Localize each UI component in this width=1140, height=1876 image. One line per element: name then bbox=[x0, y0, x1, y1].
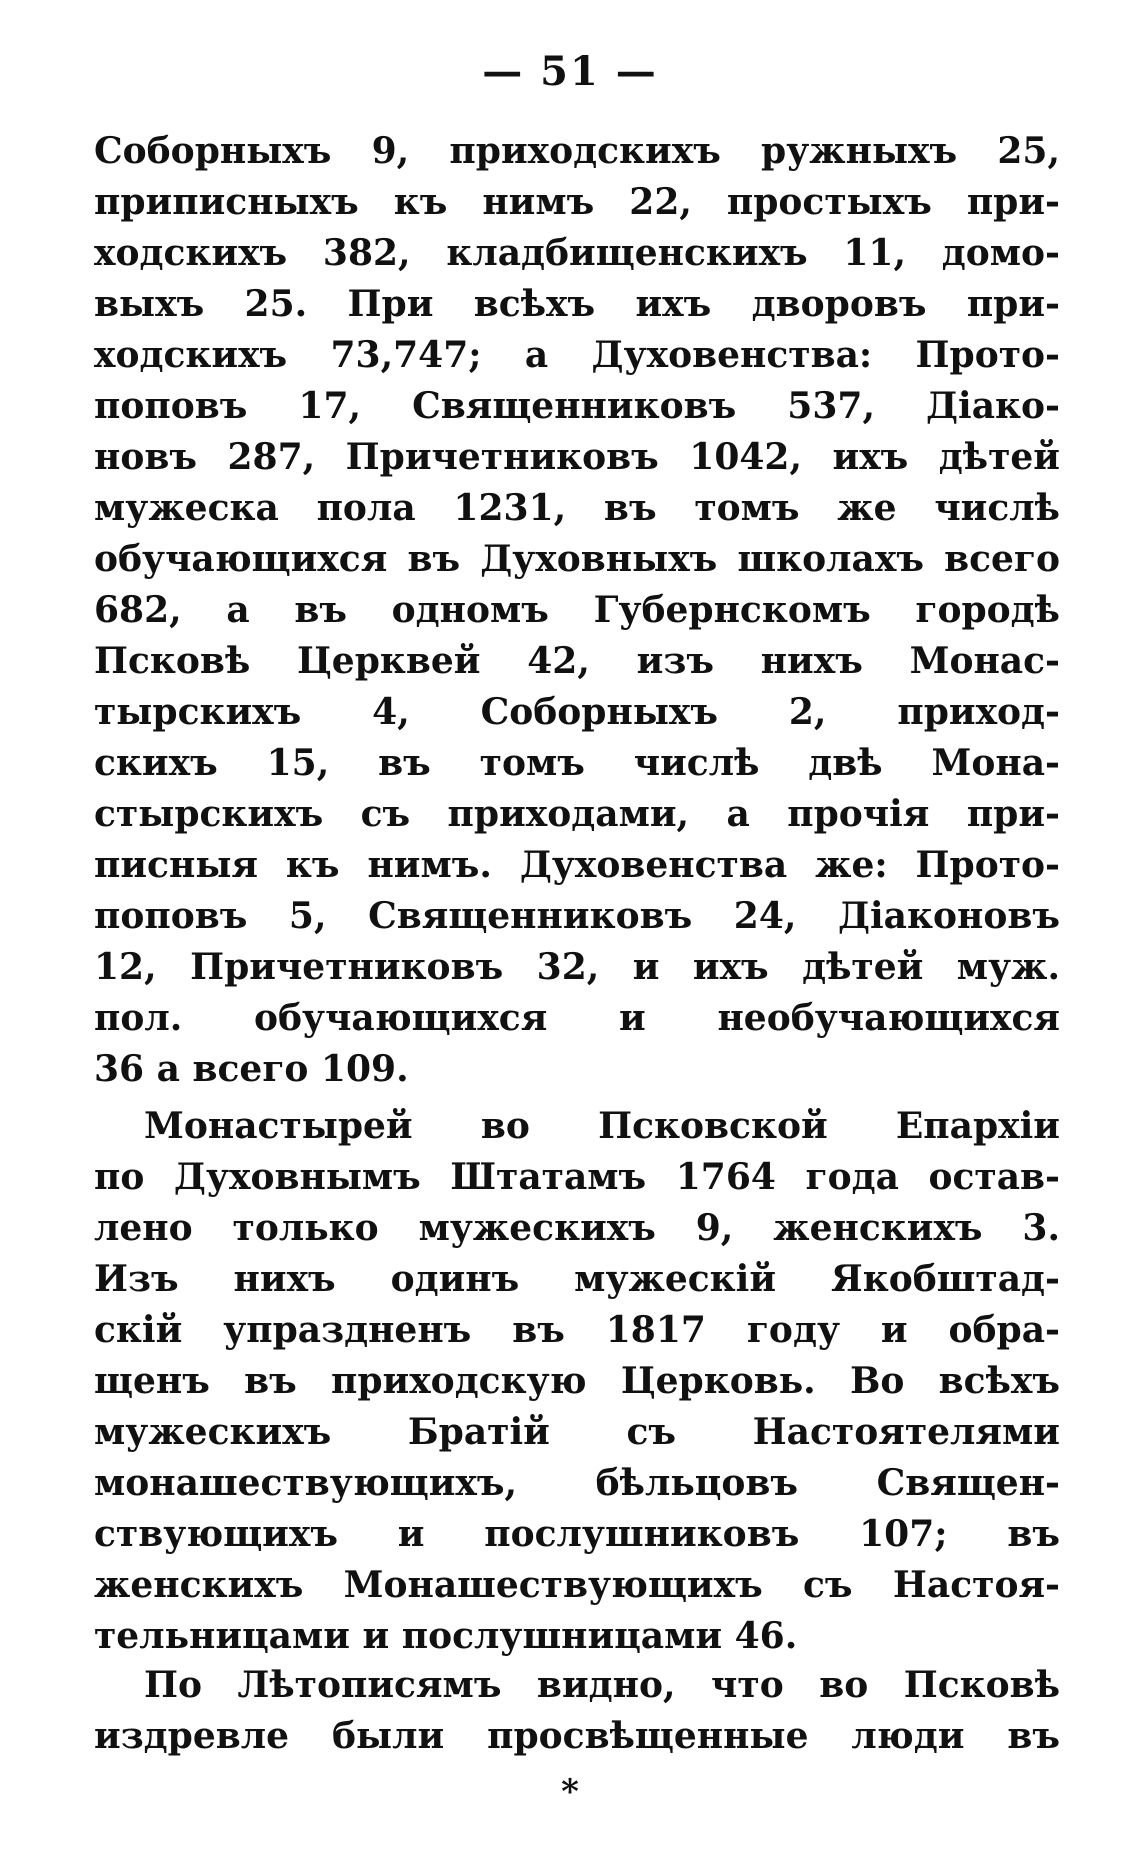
text-line: ствующихъ и послушниковъ 107; въ bbox=[94, 1513, 1060, 1555]
text-line: тельницами и послушницами 46. bbox=[94, 1615, 798, 1657]
text-line: женскихъ Монашествующихъ съ Настоя- bbox=[94, 1564, 1060, 1606]
text-line: приписныхъ къ нимъ 22, простыхъ при- bbox=[94, 181, 1060, 223]
text-line: поповъ 17, Священниковъ 537, Діако- bbox=[94, 385, 1060, 427]
text-line: выхъ 25. При всѣхъ ихъ дворовъ при- bbox=[94, 283, 1060, 325]
text-line: мужеска пола 1231, въ томъ же числѣ bbox=[94, 487, 1060, 529]
paragraph-2 bbox=[94, 1101, 1060, 1662]
text-line: писныя къ нимъ. Духовенства же: Прото- bbox=[94, 844, 1060, 886]
text-line: новъ 287, Причетниковъ 1042, ихъ дѣтей bbox=[94, 436, 1060, 478]
text-line: ходскихъ 73,747; а Духовенства: Прото- bbox=[94, 334, 1060, 376]
text-line: обучающихся въ Духовныхъ школахъ всего bbox=[94, 538, 1060, 580]
signature-mark: * bbox=[561, 1772, 579, 1812]
text-line: стырскихъ съ приходами, а прочія при- bbox=[94, 793, 1060, 835]
text-line: 12, Причетниковъ 32, и ихъ дѣтей муж. bbox=[94, 946, 1060, 988]
page-number: — 51 — bbox=[482, 48, 658, 95]
text-line: Изъ нихъ одинъ мужескій Якобштад- bbox=[94, 1258, 1060, 1300]
text-line: поповъ 5, Священниковъ 24, Діаконовъ bbox=[94, 895, 1060, 937]
text-line: издревле были просвѣщенные люди въ bbox=[94, 1715, 1060, 1757]
text-line: Соборныхъ 9, приходскихъ ружныхъ 25, bbox=[94, 130, 1060, 172]
text-line: лено только мужескихъ 9, женскихъ 3. bbox=[94, 1207, 1060, 1249]
text-line: тырскихъ 4, Соборныхъ 2, приход- bbox=[94, 691, 1060, 733]
paragraph-3 bbox=[94, 1660, 1060, 1762]
text-line: пол. обучающихся и необучающихся bbox=[94, 997, 1060, 1039]
text-line: скій упраздненъ въ 1817 году и обра- bbox=[94, 1309, 1060, 1351]
text-line: щенъ въ приходскую Церковь. Во всѣхъ bbox=[94, 1360, 1060, 1402]
text-line: Монастырей во Псковской Епархіи bbox=[144, 1105, 1060, 1147]
paragraph-1 bbox=[94, 126, 1060, 1095]
text-line: скихъ 15, въ томъ числѣ двѣ Мона- bbox=[94, 742, 1060, 784]
text-line: монашествующихъ, бѣльцовъ Священ- bbox=[94, 1462, 1060, 1504]
text-line: мужескихъ Братій съ Настоятелями bbox=[94, 1411, 1060, 1453]
text-line: 36 а всего 109. bbox=[94, 1048, 409, 1090]
text-line: 682, а въ одномъ Губернскомъ городѣ bbox=[94, 589, 1060, 631]
text-line: По Лѣтописямъ видно, что во Псковѣ bbox=[144, 1664, 1060, 1706]
text-line: ходскихъ 382, кладбищенскихъ 11, домо- bbox=[94, 232, 1060, 274]
text-line: Псковѣ Церквей 42, изъ нихъ Монас- bbox=[94, 640, 1060, 682]
text-line: по Духовнымъ Штатамъ 1764 года остав- bbox=[94, 1156, 1060, 1198]
